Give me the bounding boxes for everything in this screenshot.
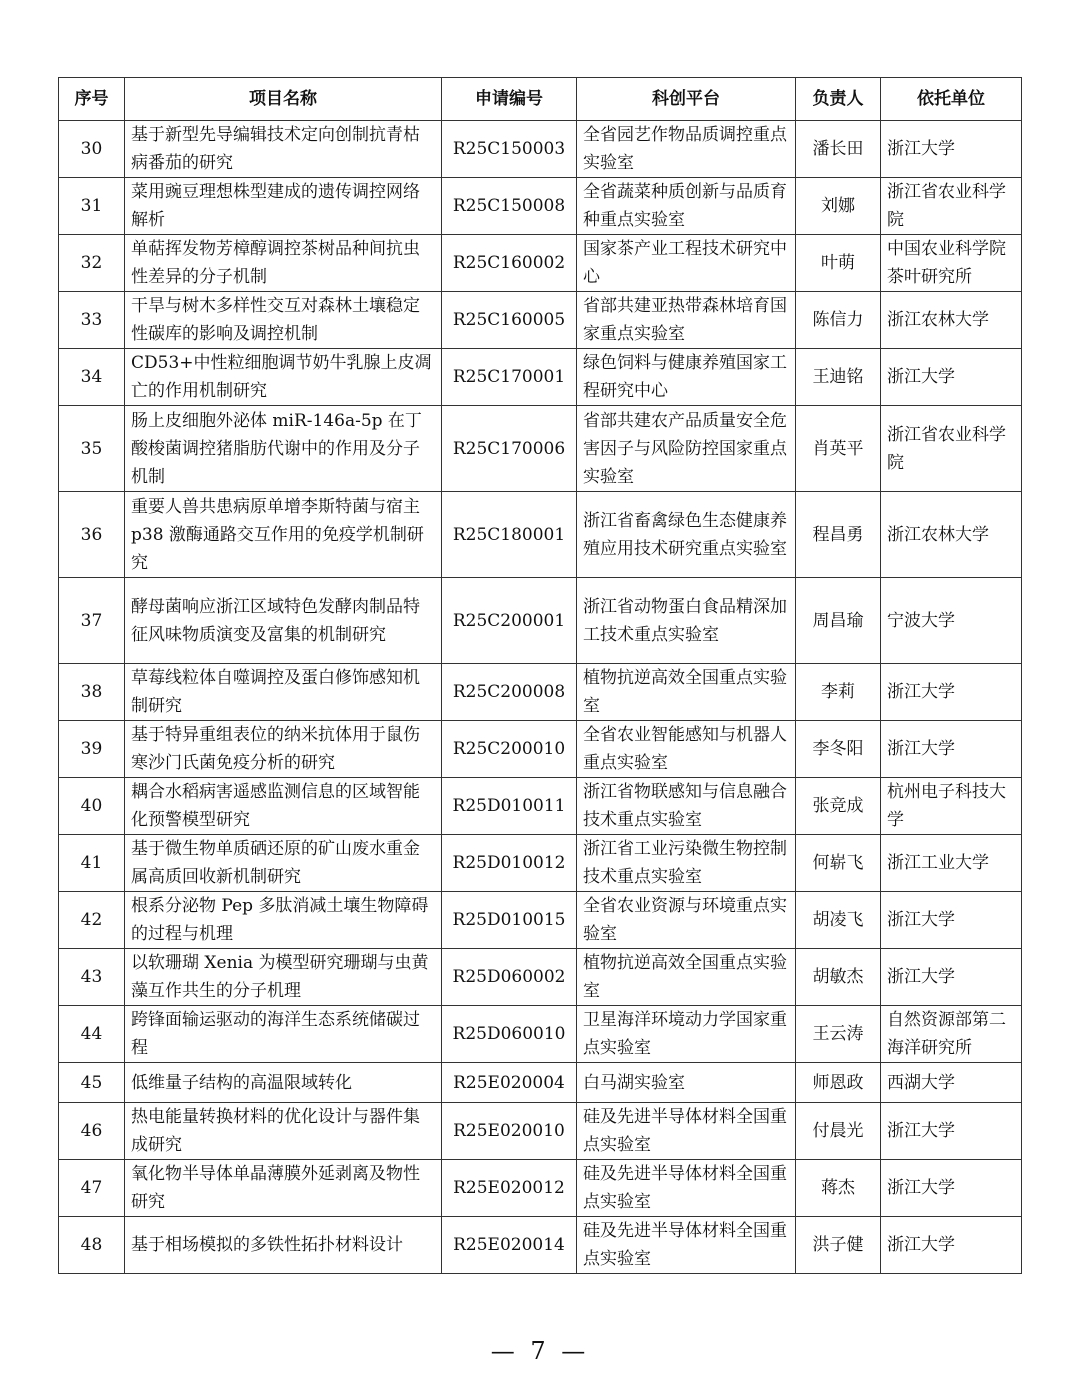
cell-platform: 植物抗逆高效全国重点实验室 <box>577 949 796 1006</box>
cell-no: 40 <box>59 778 125 835</box>
cell-application-code: R25C180001 <box>442 492 577 578</box>
cell-no: 44 <box>59 1006 125 1063</box>
cell-no: 35 <box>59 406 125 492</box>
cell-project-name: 干旱与树木多样性交互对森林土壤稳定性碳库的影响及调控机制 <box>125 292 442 349</box>
table-row <box>59 1063 1022 1103</box>
cell-application-code: R25C200001 <box>442 578 577 664</box>
cell-project-name: 肠上皮细胞外泌体 miR-146a-5p 在丁酸梭菌调控猪脂肪代谢中的作用及分子机制 <box>125 406 442 492</box>
cell-platform: 绿色饲料与健康养殖国家工程研究中心 <box>577 349 796 406</box>
cell-person: 何崭飞 <box>796 835 881 892</box>
cell-application-code: R25C200008 <box>442 664 577 721</box>
cell-project-name: 基于特异重组表位的纳米抗体用于鼠伤寒沙门氏菌免疫分析的研究 <box>125 721 442 778</box>
cell-platform: 全省蔬菜种质创新与品质育种重点实验室 <box>577 178 796 235</box>
cell-person: 胡凌飞 <box>796 892 881 949</box>
cell-no: 43 <box>59 949 125 1006</box>
cell-person: 叶萌 <box>796 235 881 292</box>
cell-platform: 硅及先进半导体材料全国重点实验室 <box>577 1217 796 1274</box>
table-row <box>59 178 1022 235</box>
cell-platform: 植物抗逆高效全国重点实验室 <box>577 664 796 721</box>
cell-unit: 浙江大学 <box>881 349 1022 406</box>
cell-application-code: R25D010011 <box>442 778 577 835</box>
table-row <box>59 949 1022 1006</box>
cell-platform: 硅及先进半导体材料全国重点实验室 <box>577 1160 796 1217</box>
cell-person: 周昌瑜 <box>796 578 881 664</box>
cell-unit: 浙江大学 <box>881 721 1022 778</box>
header-no: 序号 <box>59 78 125 121</box>
table-body <box>59 121 1022 1274</box>
cell-no: 39 <box>59 721 125 778</box>
table-row <box>59 578 1022 664</box>
table-row <box>59 892 1022 949</box>
cell-application-code: R25C160002 <box>442 235 577 292</box>
cell-person: 陈信力 <box>796 292 881 349</box>
cell-application-code: R25C170001 <box>442 349 577 406</box>
cell-project-name: 低维量子结构的高温限域转化 <box>125 1063 442 1103</box>
cell-platform: 全省农业资源与环境重点实验室 <box>577 892 796 949</box>
cell-no: 32 <box>59 235 125 292</box>
cell-unit: 浙江农林大学 <box>881 492 1022 578</box>
table-row <box>59 1160 1022 1217</box>
cell-application-code: R25C170006 <box>442 406 577 492</box>
header-code: 申请编号 <box>442 78 577 121</box>
cell-project-name: 耦合水稻病害遥感监测信息的区域智能化预警模型研究 <box>125 778 442 835</box>
cell-platform: 浙江省畜禽绿色生态健康养殖应用技术研究重点实验室 <box>577 492 796 578</box>
cell-application-code: R25E020010 <box>442 1103 577 1160</box>
cell-no: 30 <box>59 121 125 178</box>
table-row <box>59 1006 1022 1063</box>
cell-no: 42 <box>59 892 125 949</box>
cell-no: 48 <box>59 1217 125 1274</box>
cell-unit: 浙江大学 <box>881 1160 1022 1217</box>
cell-person: 刘娜 <box>796 178 881 235</box>
cell-unit: 浙江大学 <box>881 121 1022 178</box>
cell-application-code: R25D060010 <box>442 1006 577 1063</box>
cell-unit: 浙江省农业科学院 <box>881 406 1022 492</box>
table-row <box>59 835 1022 892</box>
cell-unit: 杭州电子科技大学 <box>881 778 1022 835</box>
table-row <box>59 664 1022 721</box>
cell-application-code: R25E020004 <box>442 1063 577 1103</box>
cell-platform: 浙江省工业污染微生物控制技术重点实验室 <box>577 835 796 892</box>
cell-person: 王迪铭 <box>796 349 881 406</box>
cell-platform: 省部共建亚热带森林培育国家重点实验室 <box>577 292 796 349</box>
cell-person: 张竞成 <box>796 778 881 835</box>
cell-project-name: 菜用豌豆理想株型建成的遗传调控网络解析 <box>125 178 442 235</box>
cell-person: 洪子健 <box>796 1217 881 1274</box>
header-unit: 依托单位 <box>881 78 1022 121</box>
cell-project-name: 酵母菌响应浙江区域特色发酵肉制品特征风味物质演变及富集的机制研究 <box>125 578 442 664</box>
cell-project-name: 基于微生物单质硒还原的矿山废水重金属高质回收新机制研究 <box>125 835 442 892</box>
cell-no: 38 <box>59 664 125 721</box>
cell-no: 34 <box>59 349 125 406</box>
cell-person: 胡敏杰 <box>796 949 881 1006</box>
cell-application-code: R25C200010 <box>442 721 577 778</box>
table-row <box>59 121 1022 178</box>
cell-project-name: 基于新型先导编辑技术定向创制抗青枯病番茄的研究 <box>125 121 442 178</box>
cell-project-name: 热电能量转换材料的优化设计与器件集成研究 <box>125 1103 442 1160</box>
cell-unit: 浙江大学 <box>881 664 1022 721</box>
cell-person: 王云涛 <box>796 1006 881 1063</box>
table-header-row <box>59 78 1022 121</box>
cell-unit: 浙江农林大学 <box>881 292 1022 349</box>
cell-application-code: R25D010015 <box>442 892 577 949</box>
cell-platform: 全省园艺作物品质调控重点实验室 <box>577 121 796 178</box>
cell-person: 程昌勇 <box>796 492 881 578</box>
cell-no: 46 <box>59 1103 125 1160</box>
table-row <box>59 1217 1022 1274</box>
cell-project-name: 以软珊瑚 Xenia 为模型研究珊瑚与虫黄藻互作共生的分子机理 <box>125 949 442 1006</box>
cell-project-name: 氧化物半导体单晶薄膜外延剥离及物性研究 <box>125 1160 442 1217</box>
cell-platform: 浙江省动物蛋白食品精深加工技术重点实验室 <box>577 578 796 664</box>
header-name: 项目名称 <box>125 78 442 121</box>
cell-application-code: R25C150003 <box>442 121 577 178</box>
table-row <box>59 292 1022 349</box>
cell-unit: 中国农业科学院茶叶研究所 <box>881 235 1022 292</box>
cell-person: 李冬阳 <box>796 721 881 778</box>
cell-unit: 西湖大学 <box>881 1063 1022 1103</box>
header-person: 负责人 <box>796 78 881 121</box>
cell-application-code: R25E020012 <box>442 1160 577 1217</box>
cell-no: 45 <box>59 1063 125 1103</box>
cell-project-name: 单萜挥发物芳樟醇调控茶树品种间抗虫性差异的分子机制 <box>125 235 442 292</box>
table-row <box>59 406 1022 492</box>
cell-project-name: 重要人兽共患病原单增李斯特菌与宿主 p38 激酶通路交互作用的免疫学机制研究 <box>125 492 442 578</box>
cell-platform: 硅及先进半导体材料全国重点实验室 <box>577 1103 796 1160</box>
table-row <box>59 1103 1022 1160</box>
cell-project-name: CD53+中性粒细胞调节奶牛乳腺上皮凋亡的作用机制研究 <box>125 349 442 406</box>
cell-no: 31 <box>59 178 125 235</box>
cell-project-name: 基于相场模拟的多铁性拓扑材料设计 <box>125 1217 442 1274</box>
cell-platform: 卫星海洋环境动力学国家重点实验室 <box>577 1006 796 1063</box>
cell-project-name: 跨锋面输运驱动的海洋生态系统储碳过程 <box>125 1006 442 1063</box>
table-row <box>59 492 1022 578</box>
cell-project-name: 根系分泌物 Pep 多肽消减土壤生物障碍的过程与机理 <box>125 892 442 949</box>
cell-person: 李莉 <box>796 664 881 721</box>
cell-unit: 浙江大学 <box>881 1217 1022 1274</box>
cell-application-code: R25C150008 <box>442 178 577 235</box>
cell-application-code: R25D060002 <box>442 949 577 1006</box>
cell-platform: 白马湖实验室 <box>577 1063 796 1103</box>
cell-unit: 浙江大学 <box>881 949 1022 1006</box>
cell-no: 37 <box>59 578 125 664</box>
header-platform: 科创平台 <box>577 78 796 121</box>
page-number: — 7 — <box>490 1337 590 1365</box>
cell-platform: 浙江省物联感知与信息融合技术重点实验室 <box>577 778 796 835</box>
cell-unit: 浙江大学 <box>881 892 1022 949</box>
cell-person: 蒋杰 <box>796 1160 881 1217</box>
cell-platform: 省部共建农产品质量安全危害因子与风险防控国家重点实验室 <box>577 406 796 492</box>
cell-application-code: R25C160005 <box>442 292 577 349</box>
cell-person: 潘长田 <box>796 121 881 178</box>
cell-unit: 浙江大学 <box>881 1103 1022 1160</box>
project-table <box>58 77 1022 1274</box>
cell-no: 41 <box>59 835 125 892</box>
cell-unit: 浙江工业大学 <box>881 835 1022 892</box>
cell-unit: 浙江省农业科学院 <box>881 178 1022 235</box>
cell-application-code: R25D010012 <box>442 835 577 892</box>
table-row <box>59 721 1022 778</box>
cell-unit: 宁波大学 <box>881 578 1022 664</box>
cell-unit: 自然资源部第二海洋研究所 <box>881 1006 1022 1063</box>
cell-platform: 全省农业智能感知与机器人重点实验室 <box>577 721 796 778</box>
table-row <box>59 778 1022 835</box>
cell-no: 33 <box>59 292 125 349</box>
cell-project-name: 草莓线粒体自噬调控及蛋白修饰感知机制研究 <box>125 664 442 721</box>
cell-application-code: R25E020014 <box>442 1217 577 1274</box>
cell-platform: 国家茶产业工程技术研究中心 <box>577 235 796 292</box>
table-row <box>59 235 1022 292</box>
cell-person: 肖英平 <box>796 406 881 492</box>
cell-person: 师恩政 <box>796 1063 881 1103</box>
cell-no: 36 <box>59 492 125 578</box>
table-row <box>59 349 1022 406</box>
cell-person: 付晨光 <box>796 1103 881 1160</box>
cell-no: 47 <box>59 1160 125 1217</box>
